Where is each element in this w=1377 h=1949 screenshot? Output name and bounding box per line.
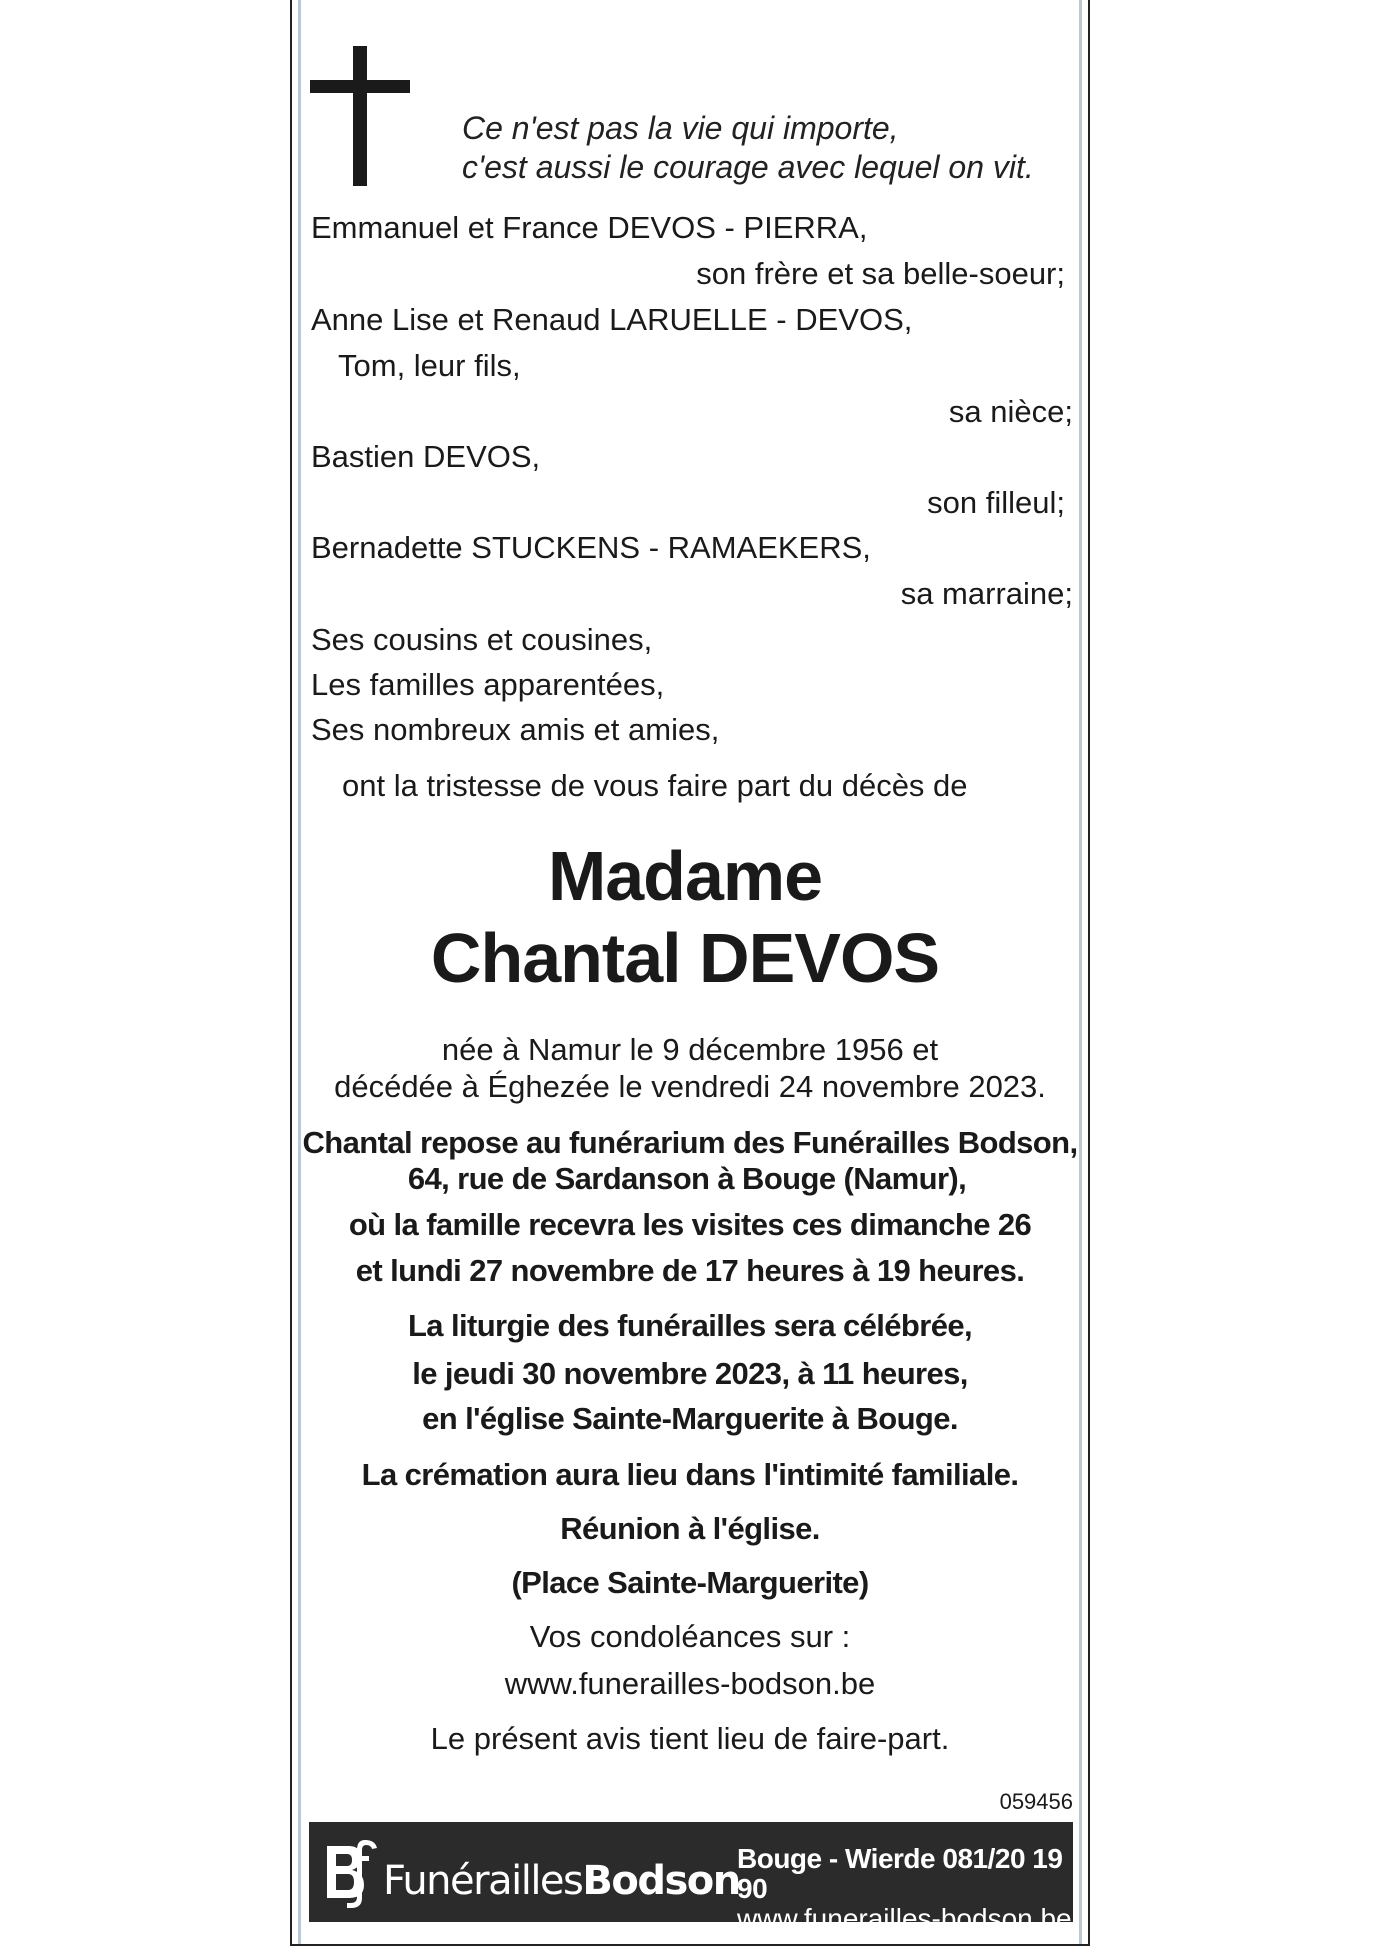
- detail-line: 64, rue de Sardanson à Bouge (Namur),: [407, 1161, 967, 1196]
- detail-line: La liturgie des funérailles sera célébrée,: [407, 1308, 973, 1343]
- reference-number: 059456: [999, 1789, 1073, 1814]
- birth-line: née à Namur le 9 décembre 1956 et: [441, 1032, 939, 1067]
- detail-line: le jeudi 30 novembre 2023, à 11 heures,: [412, 1356, 968, 1391]
- deceased-name: Chantal DEVOS: [430, 919, 940, 997]
- death-line: décédée à Éghezée le vendredi 24 novembre 2023.: [334, 1069, 1046, 1104]
- funeral-home-brand: [383, 1858, 740, 1904]
- condolences-url[interactable]: www.funerailles-bodson.be: [504, 1666, 876, 1701]
- family-line: Ses cousins et cousines,: [311, 622, 653, 657]
- obituary-notice: [290, 0, 1090, 1946]
- detail-line: (Place Sainte-Marguerite): [511, 1565, 869, 1600]
- family-line: sa marraine;: [900, 576, 1073, 611]
- detail-line: et lundi 27 novembre de 17 heures à 19 heures.: [355, 1253, 1025, 1288]
- announcement: ont la tristesse de vous faire part du décès de: [342, 768, 968, 803]
- family-line: son filleul;: [927, 485, 1065, 520]
- quote-line-1: Ce n'est pas la vie qui importe,: [462, 110, 899, 146]
- detail-line: Réunion à l'église.: [560, 1511, 820, 1546]
- cross-icon: [310, 46, 410, 186]
- footer-phone[interactable]: 081/20 19 90: [737, 1843, 1063, 1904]
- detail-line: La crémation aura lieu dans l'intimité familiale.: [361, 1457, 1019, 1492]
- family-line: Anne Lise et Renaud LARUELLE - DEVOS,: [311, 302, 913, 337]
- detail-line: Chantal repose au funérarium des Funérailles Bodson,: [302, 1125, 1078, 1160]
- bodson-logo-icon: [321, 1836, 383, 1912]
- brand-part-a: Funérailles: [383, 1858, 583, 1904]
- family-line: Les familles apparentées,: [311, 667, 665, 702]
- family-line: Tom, leur fils,: [338, 348, 521, 383]
- footer-website[interactable]: www.funerailles-bodson.be: [737, 1903, 1072, 1934]
- family-line: Bastien DEVOS,: [311, 439, 541, 474]
- family-line: Ses nombreux amis et amies,: [311, 712, 720, 747]
- brand-part-b: Bodson: [582, 1858, 740, 1904]
- funeral-home-banner: [309, 1822, 1073, 1934]
- deceased-title: Madame: [547, 837, 823, 915]
- detail-line: en l'église Sainte-Marguerite à Bouge.: [422, 1401, 958, 1436]
- detail-line: où la famille recevra les visites ces dimanche 26: [348, 1207, 1032, 1242]
- family-line: sa nièce;: [948, 394, 1073, 429]
- quote-line-2: c'est aussi le courage avec lequel on vit.: [462, 149, 1034, 185]
- family-line: son frère et sa belle-soeur;: [696, 256, 1065, 291]
- funeral-home-contact: [737, 1844, 1073, 1934]
- footer-location: Bouge - Wierde: [737, 1843, 936, 1874]
- faire-part-note: Le présent avis tient lieu de faire-part.: [430, 1721, 950, 1756]
- family-line: Emmanuel et France DEVOS - PIERRA,: [311, 210, 868, 245]
- family-line: Bernadette STUCKENS - RAMAEKERS,: [311, 530, 871, 565]
- condolences-label: Vos condoléances sur :: [529, 1619, 851, 1654]
